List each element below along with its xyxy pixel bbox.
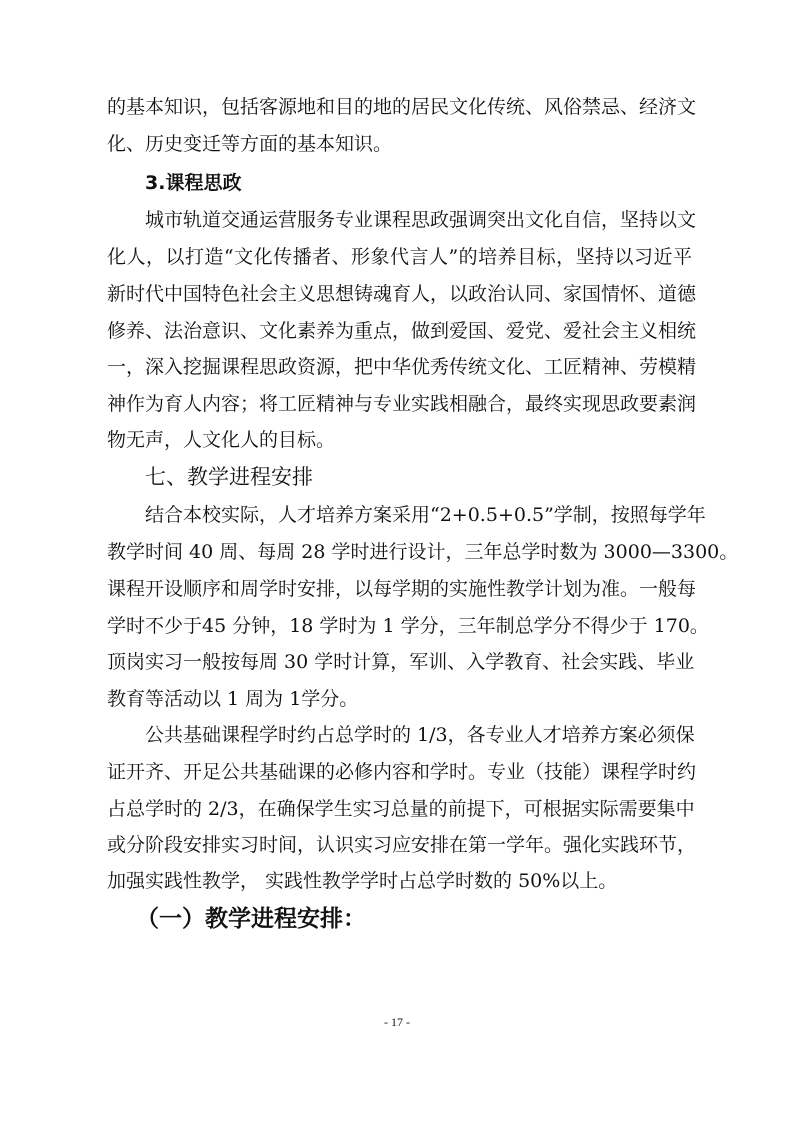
chapter-heading-teaching-schedule: 七、教学进程安排 (145, 465, 313, 489)
intro-line-2: 化、历史变迁等方面的基本知识。 (107, 133, 393, 155)
para1-line-3: 课程开设顺序和周学时安排，以每学期的实施性教学计划为准。一般每 (107, 578, 697, 600)
para2-line-2: 证开齐、开足公共基础课的必修内容和学时。专业（技能）课程学时约 (107, 761, 697, 783)
section3-line-5: 一，深入挖掘课程思政资源，把中华优秀传统文化、工匠精神、劳模精 (107, 356, 697, 378)
para1-line-6: 教育等活动以 1 周为 1学分。 (107, 688, 359, 710)
para1-line-4: 学时不少于45 分钟，18 学时为 1 学分，三年制总学分不得少于 170。 (107, 615, 709, 637)
para1-line-2: 教学时间 40 周、每周 28 学时进行设计，三年总学时数为 3000—3300。 (107, 541, 739, 563)
intro-line-1: 的基本知识，包括客源地和目的地的居民文化传统、风俗禁忌、经济文 (107, 96, 697, 118)
section3-line-2: 化人，以打造“文化传播者、形象代言人”的培养目标，坚持以习近平 (107, 246, 692, 268)
section-heading-course-ideology: 3.课程思政 (145, 172, 242, 194)
section3-line-7: 物无声，人文化人的目标。 (107, 429, 336, 451)
section3-line-1: 城市轨道交通运营服务专业课程思政强调突出文化自信，坚持以文 (145, 209, 697, 231)
para1-line-5: 顶岗实习一般按每周 30 学时计算，军训、入学教育、社会实践、毕业 (107, 651, 695, 673)
para2-line-5: 加强实践性教学， 实践性教学学时占总学时数的 50%以上。 (107, 870, 618, 892)
section3-line-3: 新时代中国特色社会主义思想铸魂育人，以政治认同、家国情怀、道德 (107, 283, 697, 305)
para2-line-4: 或分阶段安排实习时间，认识实习应安排在第一学年。强化实践环节， (107, 834, 697, 856)
subsection-heading-schedule: （一）教学进程安排： (136, 906, 366, 932)
section3-line-6: 神作为育人内容；将工匠精神与专业实践相融合，最终实现思政要素润 (107, 393, 697, 415)
para2-line-1: 公共基础课程学时约占总学时的 1/3，各专业人才培养方案必须保 (145, 724, 695, 746)
section3-line-4: 修养、法治意识、文化素养为重点，做到爱国、爱党、爱社会主义相统 (107, 320, 697, 342)
page-number: - 17 - (384, 1015, 410, 1029)
para2-line-3: 占总学时的 2/3，在确保学生实习总量的前提下，可根据实际需要集中 (107, 798, 695, 820)
para1-line-1: 结合本校实际，人才培养方案采用“2+0.5+0.5”学制，按照每学年 (145, 504, 706, 526)
